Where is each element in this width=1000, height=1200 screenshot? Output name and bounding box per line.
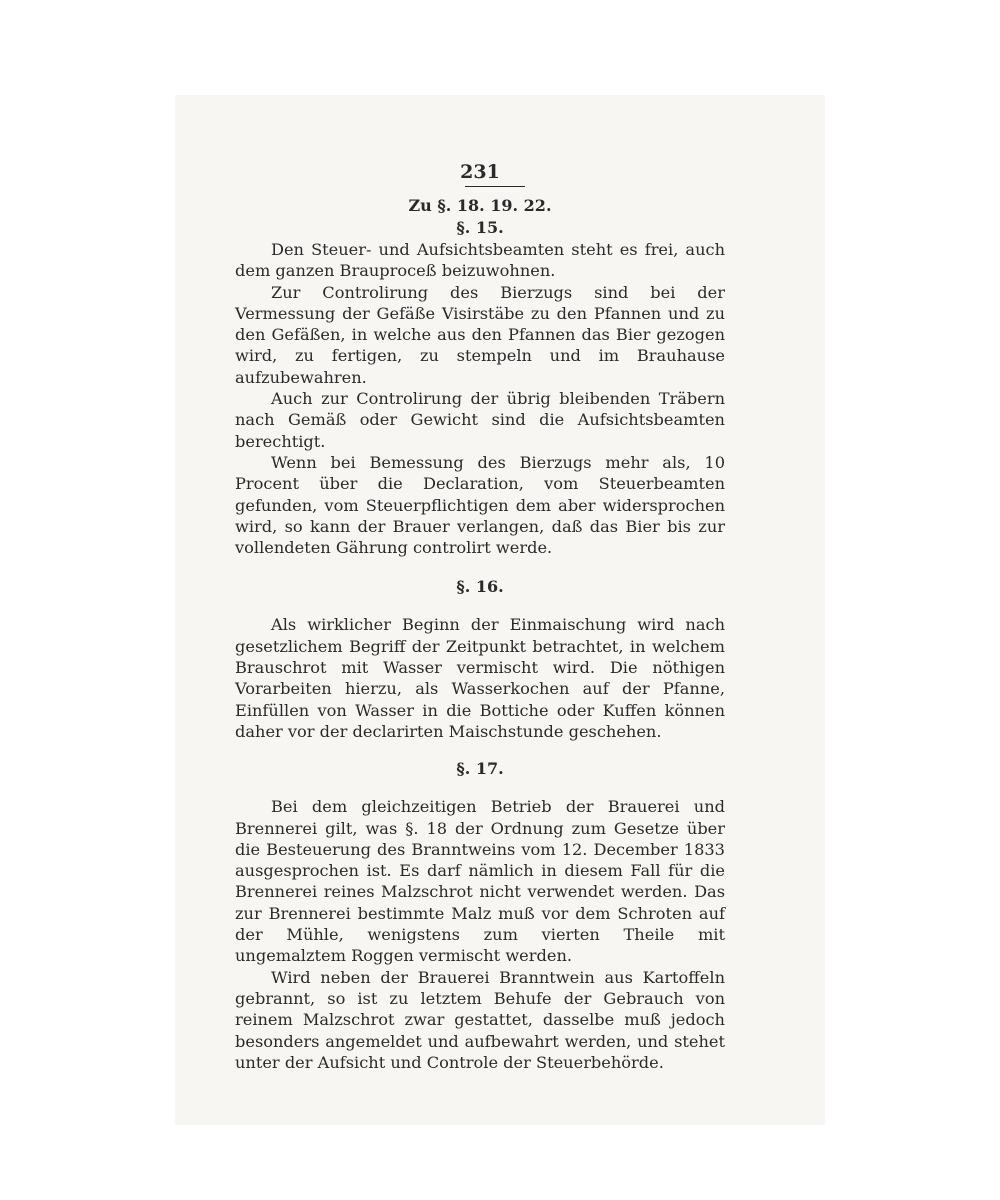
page-text	[235, 158, 725, 1073]
section-reference: Zu §. 18. 19. 22.	[408, 196, 552, 215]
section-17	[235, 758, 725, 1073]
page-number-rule	[465, 186, 525, 187]
paragraph: Wenn bei Bemessung des Bierzugs mehr als, 10 Procent über die Declaration, vom Steuerbeamten gefunden, vom Steuerpflichtigen dem aber widersprochen wird, so kann der Brauer verlangen, daß das Bier bis zur vollendeten Gährung controlirt werde.	[235, 452, 725, 558]
paragraph: Den Steuer- und Aufsichtsbeamten steht es frei, auch dem ganzen Brauproceß beizuwohnen.	[235, 240, 725, 281]
paragraph: Bei dem gleichzeitigen Betrieb der Brauerei und Brennerei gilt, was §. 18 der Ordnung zum Gesetze über die Besteuerung des Branntweins vom 12. December 1833 ausgesprochen ist. Es darf nämlich in diesem Fall für die Brennerei reines Malzschrot nicht verwendet werden. Das zur Brennerei bestimmte Malz muß vor dem Schroten auf der Mühle, wenigstens zum vierten Theile mit ungemalztem Roggen vermischt werden.	[235, 797, 725, 966]
section-heading: §. 15.	[456, 218, 504, 237]
section-16	[235, 576, 725, 742]
paragraph: Zur Controlirung des Bierzugs sind bei der Vermessung der Gefäße Visirstäbe zu den Pfannen und zu den Gefäßen, in welche aus den Pfannen das Bier gezogen wird, zu fertigen, zu stempeln und im Brauhause aufzubewahren.	[235, 282, 725, 387]
section-15	[235, 217, 725, 558]
paragraph: Wird neben der Brauerei Branntwein aus Kartoffeln gebrannt, so ist zu letztem Behufe der Gebrauch von reinem Malzschrot zwar gestattet, dasselbe muß jedoch besonders angemeldet und aufbewahrt werden, und stehet unter der Aufsicht und Controle der Steuerbehörde.	[235, 967, 725, 1072]
section-heading: §. 17.	[456, 759, 504, 779]
section-heading: §. 16.	[456, 577, 504, 597]
paragraph: Auch zur Controlirung der übrig bleibenden Träbern nach Gemäß oder Gewicht sind die Aufsichtsbeamten berechtigt.	[235, 389, 725, 451]
paragraph: Als wirklicher Beginn der Einmaischung wird nach gesetzlichem Begriff der Zeitpunkt betrachtet, in welchem Brauschrot mit Wasser vermischt wird. Die nöthigen Vorarbeiten hierzu, als Wasserkochen auf der Pfanne, Einfüllen von Wasser in die Bottiche oder Kuffen können daher vor der declarirten Maischstunde geschehen.	[235, 615, 725, 741]
page-number: 231	[460, 161, 500, 183]
